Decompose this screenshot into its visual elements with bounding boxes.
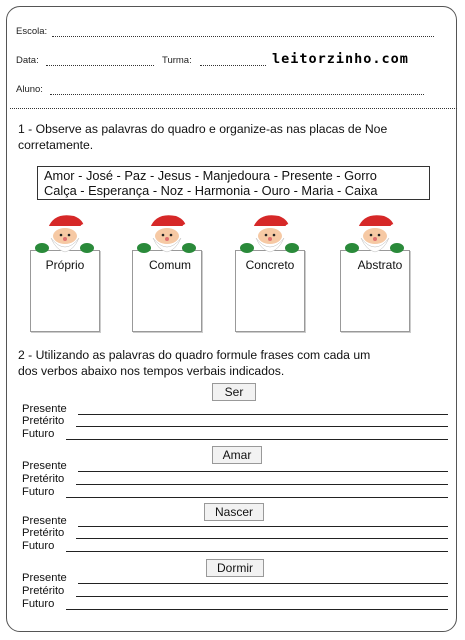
answer-line[interactable] <box>78 526 448 527</box>
plate-label-proprio: Próprio <box>45 258 85 272</box>
verb-nascer: Nascer <box>204 503 264 521</box>
question2-line1: 2 - Utilizando as palavras do quadro formule frases com cada um <box>18 348 371 362</box>
tense-presente: Presente <box>22 460 67 472</box>
answer-line[interactable] <box>78 471 448 472</box>
answer-line[interactable] <box>66 497 448 498</box>
tense-futuro: Futuro <box>22 598 55 610</box>
answer-line[interactable] <box>66 439 448 440</box>
answer-line[interactable] <box>78 583 448 584</box>
word-box <box>37 166 430 200</box>
aluno-label: Aluno: <box>16 84 43 95</box>
question2-line2: dos verbos abaixo nos tempos verbais indicados. <box>18 364 285 378</box>
answer-line[interactable] <box>78 414 448 415</box>
verb-ser: Ser <box>212 383 256 401</box>
answer-line[interactable] <box>76 426 448 427</box>
escola-line[interactable] <box>52 36 434 37</box>
santa-icon <box>34 210 94 256</box>
plate-label-comum: Comum <box>148 258 191 272</box>
verb-dormir: Dormir <box>206 559 264 577</box>
answer-line[interactable] <box>76 596 448 597</box>
word-box-line2: Calça - Esperança - Noz - Harmonia - Ouro - Maria - Caixa <box>44 183 378 198</box>
tense-futuro: Futuro <box>22 540 55 552</box>
answer-line[interactable] <box>76 484 448 485</box>
santa-icon <box>136 210 196 256</box>
plate-label-abstrato: Abstrato <box>357 258 403 272</box>
data-line[interactable] <box>46 65 154 66</box>
santa-icon <box>239 210 299 256</box>
tense-preterito: Pretérito <box>22 585 65 597</box>
tense-futuro: Futuro <box>22 486 55 498</box>
header-divider <box>10 108 457 109</box>
answer-line[interactable] <box>66 551 448 552</box>
tense-preterito: Pretérito <box>22 473 65 485</box>
aluno-line[interactable] <box>50 94 424 95</box>
tense-preterito: Pretérito <box>22 415 65 427</box>
question1-line1: 1 - Observe as palavras do quadro e organize-as nas placas de Noe <box>18 122 388 136</box>
santa-icon <box>344 210 404 256</box>
verb-amar: Amar <box>212 446 262 464</box>
answer-line[interactable] <box>66 609 448 610</box>
turma-label: Turma: <box>162 55 192 66</box>
data-label: Data: <box>16 55 39 66</box>
question1-line2: corretamente. <box>18 138 94 152</box>
escola-label: Escola: <box>16 26 48 37</box>
tense-presente: Presente <box>22 572 67 584</box>
tense-presente: Presente <box>22 403 67 415</box>
tense-presente: Presente <box>22 515 67 527</box>
plate-label-concreto: Concreto <box>245 258 295 272</box>
brand-logo: leitorzinho.com <box>272 51 409 67</box>
answer-line[interactable] <box>76 538 448 539</box>
tense-preterito: Pretérito <box>22 527 65 539</box>
turma-line[interactable] <box>200 65 266 66</box>
word-box-line1: Amor - José - Paz - Jesus - Manjedoura - Presente - Gorro <box>44 168 377 183</box>
tense-futuro: Futuro <box>22 428 55 440</box>
